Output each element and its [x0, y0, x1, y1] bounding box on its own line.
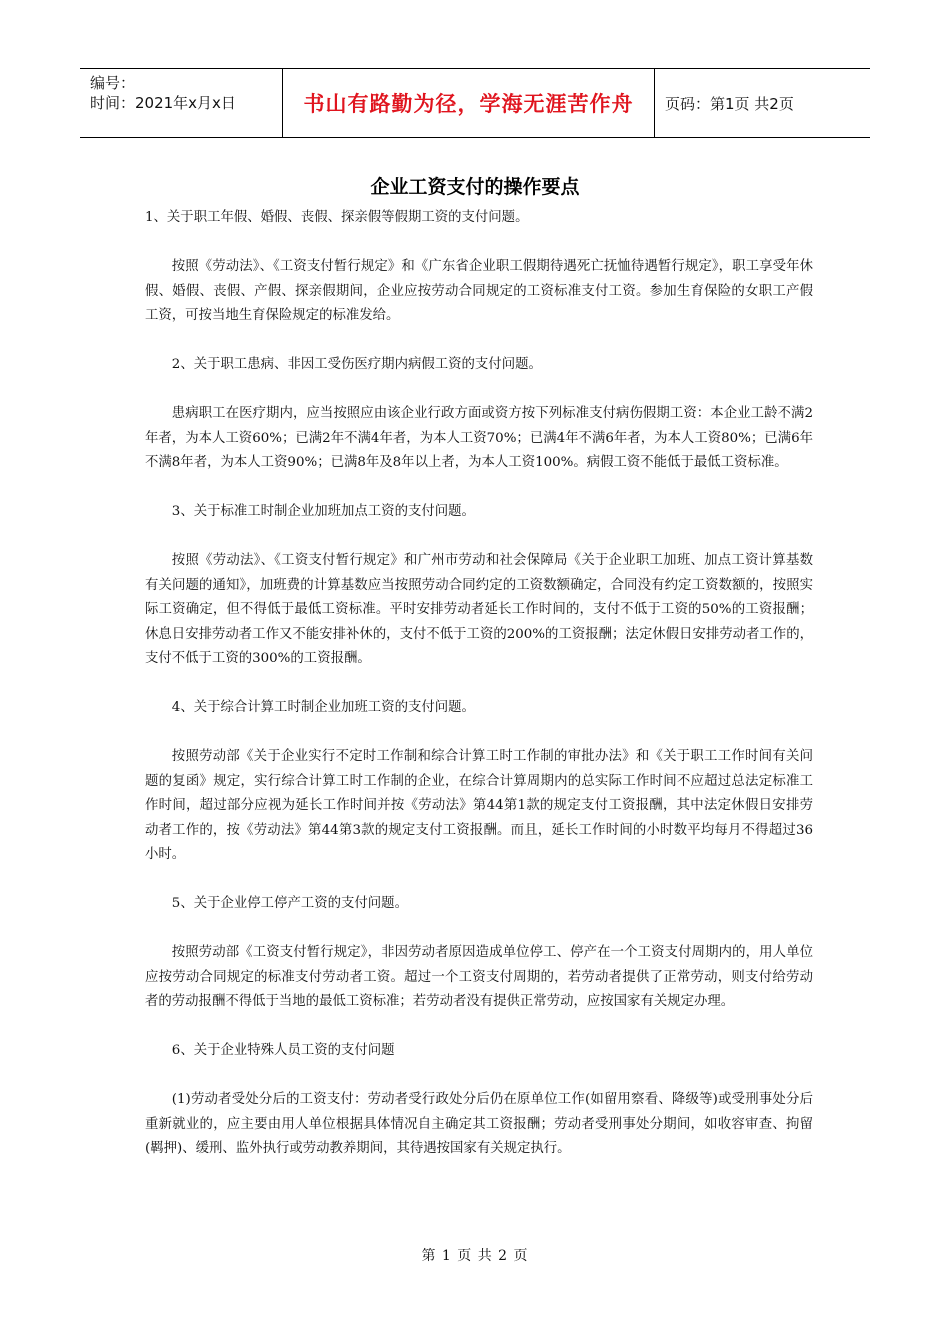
page-header	[80, 68, 870, 138]
section-paragraph: 患病职工在医疗期内，应当按照应由该企业行政方面或资方按下列标准支付病伤假期工资：本企业工龄不满2年者，为本人工资60%；已满2年不满4年者，为本人工资70%；已满4年不满6年者，为本人工资80%；已满6年不满8年者，为本人工资90%；已满8年及8年以上者，为本人工资100%。病假工资不能低于最低工资标准。	[145, 406, 813, 470]
header-motto: 书山有路勤为径，学海无涯苦作舟	[282, 69, 655, 137]
header-meta	[80, 69, 282, 137]
section-heading: 6、关于企业特殊人员工资的支付问题	[171, 1043, 395, 1058]
section-paragraph: 按照《劳动法》、《工资支付暂行规定》和广州市劳动和社会保障局《关于企业职工加班、加点工资计算基数有关问题的通知》，加班费的计算基数应当按照劳动合同约定的工资数额确定，合同没有约定工资数额的，按照实际工资确定，但不得低于最低工资标准。平时安排劳动者延长工作时间的，支付不低于工资的50%的工资报酬；休息日安排劳动者工作又不能安排补休的，支付不低于工资的200%的工资报酬；法定休假日安排劳动者工作的，支付不低于工资的300%的工资报酬。	[145, 553, 813, 666]
section-heading: 5、关于企业停工停产工资的支付问题。	[171, 896, 408, 911]
section-paragraph: 按照劳动部《关于企业实行不定时工作制和综合计算工时工作制的审批办法》和《关于职工工作时间有关问题的复函》规定，实行综合计算工时工作制的企业，在综合计算周期内的总实际工作时间不应超过总法定标准工作时间，超过部分应视为延长工作时间并按《劳动法》第44第1款的规定支付工资报酬，其中法定休假日安排劳动者工作的，按《劳动法》第44第3款的规定支付工资报酬。而且，延长工作时间的小时数平均每月不得超过36小时。	[145, 749, 813, 862]
section-paragraph: (1)劳动者受处分后的工资支付：劳动者受行政处分后仍在原单位工作(如留用察看、降级等)或受刑事处分后重新就业的，应主要由用人单位根据具体情况自主确定其工资报酬；劳动者受刑事处分期间，如收容审查、拘留(羁押)、缓刑、监外执行或劳动教养期间，其待遇按国家有关规定执行。	[145, 1092, 813, 1156]
section-heading: 1、关于职工年假、婚假、丧假、探亲假等假期工资的支付问题。	[145, 210, 529, 225]
section-heading: 2、关于职工患病、非因工受伤医疗期内病假工资的支付问题。	[171, 357, 542, 372]
document-title: 企业工资支付的操作要点	[370, 176, 580, 198]
document-time-label: 时间：2021年x月x日	[90, 94, 236, 112]
document-number-label: 编号：	[90, 74, 136, 92]
page-footer: 第 1 页 共 2 页	[421, 1248, 529, 1264]
section-heading: 3、关于标准工时制企业加班加点工资的支付问题。	[171, 504, 475, 519]
header-page-info: 页码：第1页 共2页	[665, 94, 794, 113]
section-heading: 4、关于综合计算工时制企业加班工资的支付问题。	[171, 700, 475, 715]
document-body	[145, 206, 813, 1162]
section-paragraph: 按照劳动部《工资支付暂行规定》，非因劳动者原因造成单位停工、停产在一个工资支付周期内的，用人单位应按劳动合同规定的标准支付劳动者工资。超过一个工资支付周期的，若劳动者提供了正常劳动，则支付给劳动者的劳动报酬不得低于当地的最低工资标准；若劳动者没有提供正常劳动，应按国家有关规定办理。	[145, 945, 813, 1009]
section-paragraph: 按照《劳动法》、《工资支付暂行规定》和《广东省企业职工假期待遇死亡抚恤待遇暂行规定》，职工享受年休假、婚假、丧假、产假、探亲假期间，企业应按劳动合同规定的工资标准支付工资。参加生育保险的女职工产假工资，可按当地生育保险规定的标准发给。	[145, 259, 813, 323]
